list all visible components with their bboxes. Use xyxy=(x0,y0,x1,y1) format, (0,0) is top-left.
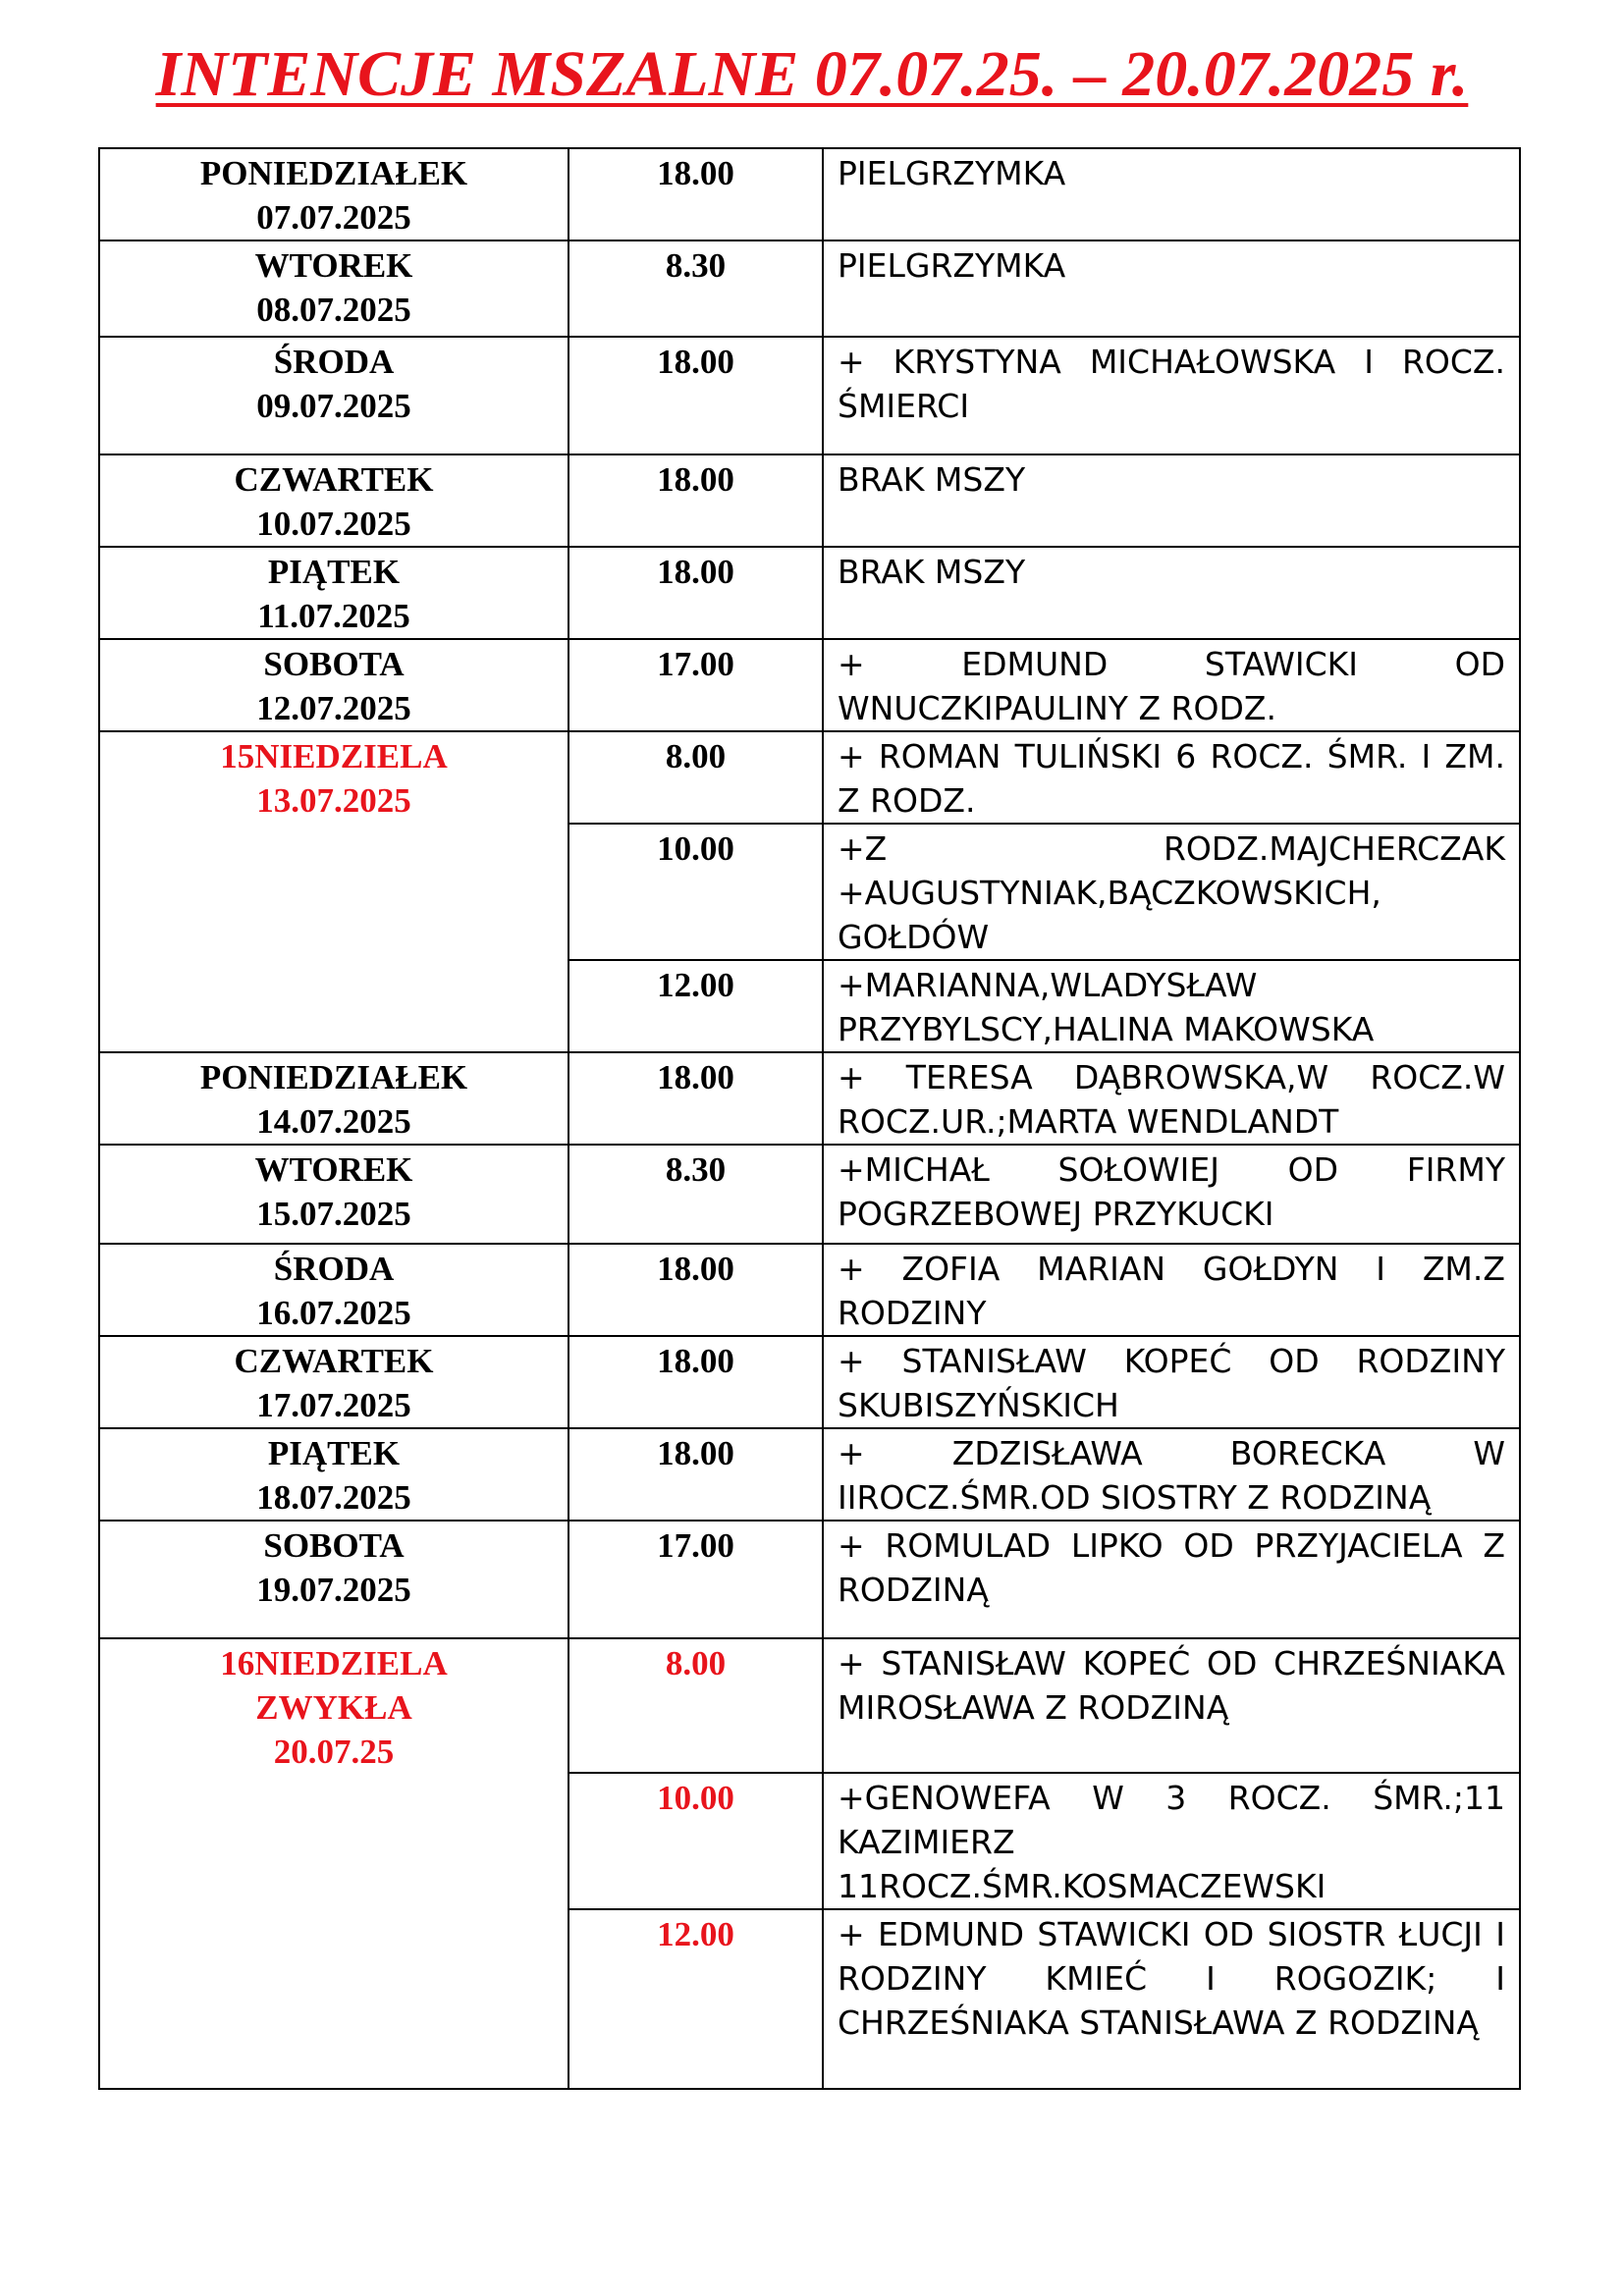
day-name: PONIEDZIAŁEK xyxy=(199,1058,468,1096)
day-cell xyxy=(99,1336,568,1428)
day-cell xyxy=(99,240,568,337)
mass-time: 8.00 xyxy=(568,731,823,824)
table-row xyxy=(99,148,1520,240)
mass-intention: + STANISŁAW KOPEĆ OD RODZINY SKUBISZYŃSKICH xyxy=(823,1336,1520,1428)
table-row xyxy=(99,547,1520,639)
mass-intention: + ZOFIA MARIAN GOŁDYN I ZM.Z RODZINY xyxy=(823,1244,1520,1336)
day-name: WTOREK xyxy=(254,246,413,285)
day-name: PONIEDZIAŁEK xyxy=(199,154,468,192)
page-title: INTENCJE MSZALNE 07.07.25. – 20.07.2025 r. xyxy=(155,38,1469,110)
table-row xyxy=(99,1638,1520,1773)
day-cell xyxy=(99,337,568,454)
mass-intention: +MARIANNA,WLADYSŁAW PRZYBYLSCY,HALINA MAKOWSKA xyxy=(823,960,1520,1052)
table-row xyxy=(99,1336,1520,1428)
day-cell xyxy=(99,1428,568,1521)
table-row xyxy=(99,1052,1520,1145)
day-cell xyxy=(99,1244,568,1336)
day-date: 07.07.2025 xyxy=(256,198,411,237)
mass-time: 12.00 xyxy=(568,1909,823,2089)
mass-intention: + KRYSTYNA MICHAŁOWSKA I ROCZ. ŚMIERCI xyxy=(823,337,1520,454)
mass-time: 18.00 xyxy=(568,547,823,639)
mass-time: 18.00 xyxy=(568,148,823,240)
mass-intention: +MICHAŁ SOŁOWIEJ OD FIRMY POGRZEBOWEJ PRZYKUCKI xyxy=(823,1145,1520,1244)
table-row xyxy=(99,337,1520,454)
day-name: SOBOTA xyxy=(263,1526,405,1565)
mass-time: 17.00 xyxy=(568,639,823,731)
mass-time: 18.00 xyxy=(568,1244,823,1336)
table-row xyxy=(99,1521,1520,1638)
day-name: 15NIEDZIELA xyxy=(220,737,448,775)
mass-time: 18.00 xyxy=(568,1428,823,1521)
day-cell xyxy=(99,148,568,240)
mass-intention: + ZDZISŁAWA BORECKA W IIROCZ.ŚMR.OD SIOSTRY Z RODZINĄ xyxy=(823,1428,1520,1521)
day-cell xyxy=(99,1052,568,1145)
mass-intention: + TERESA DĄBROWSKA,W ROCZ.W ROCZ.UR.;MARTA WENDLANDT xyxy=(823,1052,1520,1145)
mass-time: 18.00 xyxy=(568,1052,823,1145)
mass-intention: + EDMUND STAWICKI OD WNUCZKIPAULINY Z RODZ. xyxy=(823,639,1520,731)
day-cell xyxy=(99,454,568,547)
table-row xyxy=(99,454,1520,547)
mass-intention: PIELGRZYMKA xyxy=(823,240,1520,337)
day-date: 18.07.2025 xyxy=(256,1478,411,1517)
day-name: ŚRODA xyxy=(273,1250,395,1288)
mass-intention: + ROMULAD LIPKO OD PRZYJACIELA Z RODZINĄ xyxy=(823,1521,1520,1638)
day-date: 16.07.2025 xyxy=(256,1294,411,1332)
mass-intention: + EDMUND STAWICKI OD SIOSTR ŁUCJI I RODZINY KMIEĆ I ROGOZIK; I CHRZEŚNIAKA STANISŁAWA Z RODZINĄ xyxy=(823,1909,1520,2089)
mass-time: 10.00 xyxy=(568,1773,823,1909)
mass-intention: +Z RODZ.MAJCHERCZAK +AUGUSTYNIAK,BĄCZKOWSKICH, GOŁDÓW xyxy=(823,824,1520,960)
mass-time: 10.00 xyxy=(568,824,823,960)
day-name: SOBOTA xyxy=(263,645,405,683)
mass-time: 8.30 xyxy=(568,240,823,337)
day-cell xyxy=(99,639,568,731)
day-date: 14.07.2025 xyxy=(256,1102,411,1141)
table-row xyxy=(99,1244,1520,1336)
table-row xyxy=(99,639,1520,731)
mass-intention: PIELGRZYMKA xyxy=(823,148,1520,240)
day-date: 17.07.2025 xyxy=(256,1386,411,1424)
mass-time: 18.00 xyxy=(568,337,823,454)
day-cell xyxy=(99,547,568,639)
mass-time: 8.00 xyxy=(568,1638,823,1773)
day-date: 20.07.25 xyxy=(273,1733,395,1771)
day-date: 10.07.2025 xyxy=(256,505,411,543)
day-cell xyxy=(99,1521,568,1638)
mass-intention: BRAK MSZY xyxy=(823,454,1520,547)
day-cell xyxy=(99,1638,568,2089)
mass-intention: +GENOWEFA W 3 ROCZ. ŚMR.;11 KAZIMIERZ 11ROCZ.ŚMR.KOSMACZEWSKI xyxy=(823,1773,1520,1909)
day-name: WTOREK xyxy=(254,1150,413,1189)
day-date: 12.07.2025 xyxy=(256,689,411,727)
day-name: 16NIEDZIELA xyxy=(220,1644,448,1682)
mass-time: 18.00 xyxy=(568,454,823,547)
mass-intention: BRAK MSZY xyxy=(823,547,1520,639)
day-name: PIĄTEK xyxy=(267,553,401,591)
day-date: 09.07.2025 xyxy=(256,387,411,425)
day-date: 11.07.2025 xyxy=(257,597,410,635)
day-cell xyxy=(99,731,568,1052)
day-cell xyxy=(99,1145,568,1244)
day-date: 19.07.2025 xyxy=(256,1571,411,1609)
day-name: CZWARTEK xyxy=(234,1342,434,1380)
table-row xyxy=(99,1428,1520,1521)
mass-time: 8.30 xyxy=(568,1145,823,1244)
day-name: CZWARTEK xyxy=(234,460,434,499)
mass-time: 12.00 xyxy=(568,960,823,1052)
table-row xyxy=(99,731,1520,824)
mass-intention: + ROMAN TULIŃSKI 6 ROCZ. ŚMR. I ZM. Z RODZ. xyxy=(823,731,1520,824)
mass-intention: + STANISŁAW KOPEĆ OD CHRZEŚNIAKA MIROSŁAWA Z RODZINĄ xyxy=(823,1638,1520,1773)
day-name: ZWYKŁA xyxy=(255,1688,412,1727)
day-name: ŚRODA xyxy=(273,343,395,381)
table-row xyxy=(99,1145,1520,1244)
day-date: 15.07.2025 xyxy=(256,1195,411,1233)
table-row xyxy=(99,240,1520,337)
day-date: 13.07.2025 xyxy=(256,781,411,820)
day-name: PIĄTEK xyxy=(267,1434,401,1472)
mass-intentions-table xyxy=(98,147,1521,2090)
mass-time: 18.00 xyxy=(568,1336,823,1428)
mass-time: 17.00 xyxy=(568,1521,823,1638)
day-date: 08.07.2025 xyxy=(256,291,411,329)
